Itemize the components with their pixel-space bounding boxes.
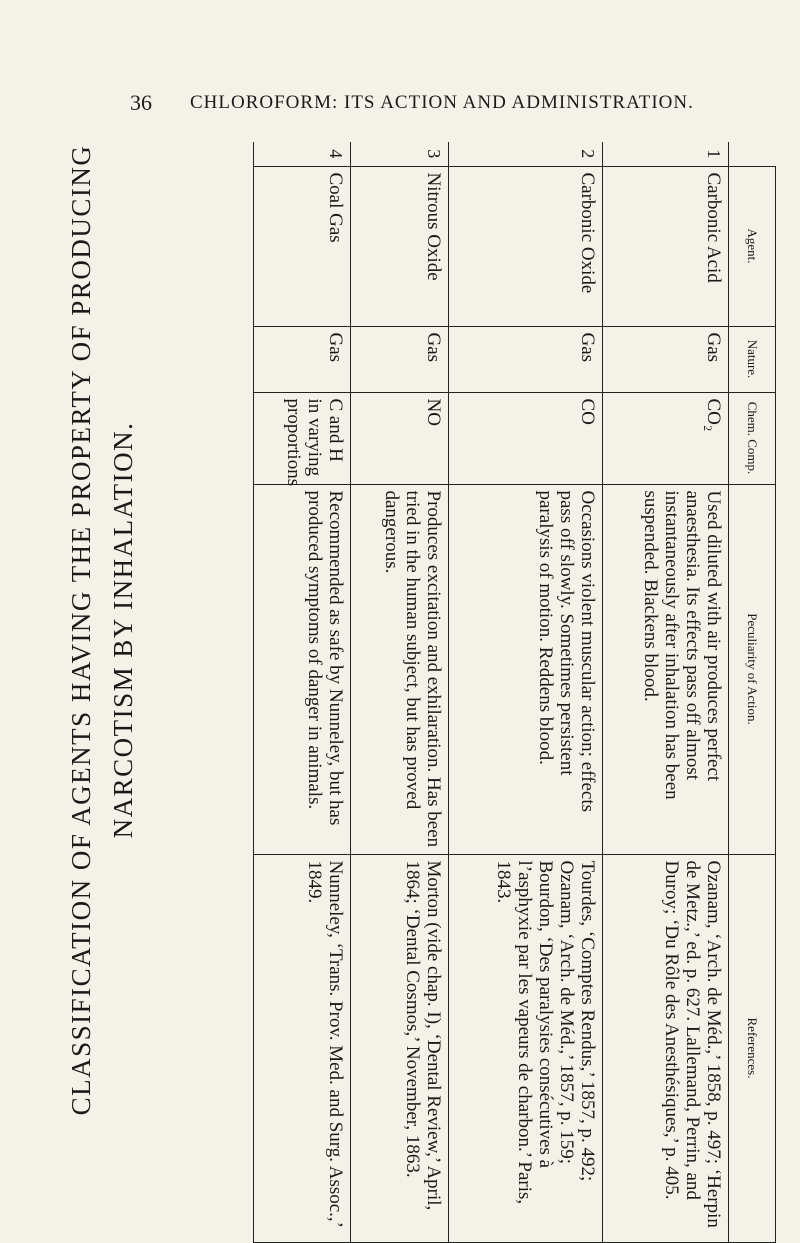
page-number: 36 — [130, 90, 152, 115]
peculiarity-cell: Occasions violent muscular action; effects pass off slowly. Sometimes persistent paralysis of motion. Reddens blood. — [448, 484, 602, 854]
row-number: 1 — [603, 142, 729, 166]
agent-cell: Carbonic Acid — [603, 166, 729, 326]
nature-cell: Gas — [351, 326, 448, 392]
side-title — [60, 120, 144, 1140]
agent-cell: Carbonic Oxide — [448, 166, 602, 326]
chem-comp-cell: C and H in varying proportions — [254, 392, 351, 484]
classification-table-wrapper — [253, 142, 776, 1242]
chem-comp-cell: CO — [448, 392, 602, 484]
running-head: CHLOROFORM: ITS ACTION AND ADMINISTRATION. — [190, 92, 694, 113]
chem-comp-cell: NO — [351, 392, 448, 484]
references-cell: Ozanam, ‘Arch. de Méd.,’ 1858, p. 497; ‘Herpin de Metz.,’ ed. p. 627. Lallemand, Perrin, and Duroy; ‘Du Rôle des Anesthésiques,’ p. 405. — [603, 854, 729, 1242]
table-row — [254, 142, 351, 1242]
nature-cell: Gas — [448, 326, 602, 392]
header-references: References. — [729, 854, 776, 1242]
nature-cell: Gas — [603, 326, 729, 392]
table-row — [448, 142, 602, 1242]
header-nature: Nature. — [729, 326, 776, 392]
agent-cell: Nitrous Oxide — [351, 166, 448, 326]
header-agent: Agent. — [729, 166, 776, 326]
references-cell: Nunneley, ‘Trans. Prov. Med. and Surg. Assoc.,’ 1849. — [254, 854, 351, 1242]
references-cell: Tourdes, ‘Comptes Rendus,’ 1857, p. 492; Ozanam, ‘Arch. de Méd.,’ 1857, p. 159; Bourdon, ‘Des paralysies consécutives à l’asphyxie par les vapeurs de charbon.’ Paris, 1843. — [448, 854, 602, 1242]
header-chem-comp: Chem. Comp. — [729, 392, 776, 484]
side-title-line-1: CLASSIFICATION OF AGENTS HAVING THE PROPERTY OF PRODUCING — [66, 144, 96, 1116]
chem-comp-cell: CO₂ — [603, 392, 729, 484]
nature-cell: Gas — [254, 326, 351, 392]
references-cell: Morton (vide chap. I), ‘Dental Review,’ April, 1864; ‘Dental Cosmos,’ November, 1863. — [351, 854, 448, 1242]
table-row — [351, 142, 448, 1242]
peculiarity-cell: Produces excitation and exhilaration. Has been tried in the human subject, but has proved dangerous. — [351, 484, 448, 854]
header-peculiarity: Peculiarity of Action. — [729, 484, 776, 854]
header-number — [729, 142, 776, 166]
row-number: 4 — [254, 142, 351, 166]
row-number: 2 — [448, 142, 602, 166]
side-title-line-2: NARCOTISM BY INHALATION. — [108, 421, 138, 839]
peculiarity-cell: Used diluted with air produces perfect anaesthesia. Its effects pass off almost instantaneously after inhalation has been suspended. Blackens blood. — [603, 484, 729, 854]
row-number: 3 — [351, 142, 448, 166]
classification-table — [253, 142, 776, 1243]
agent-cell: Coal Gas — [254, 166, 351, 326]
table-row — [603, 142, 729, 1242]
peculiarity-cell: Recommended as safe by Nunneley, but has produced symptoms of danger in animals. — [254, 484, 351, 854]
table-header-row — [729, 142, 776, 1242]
